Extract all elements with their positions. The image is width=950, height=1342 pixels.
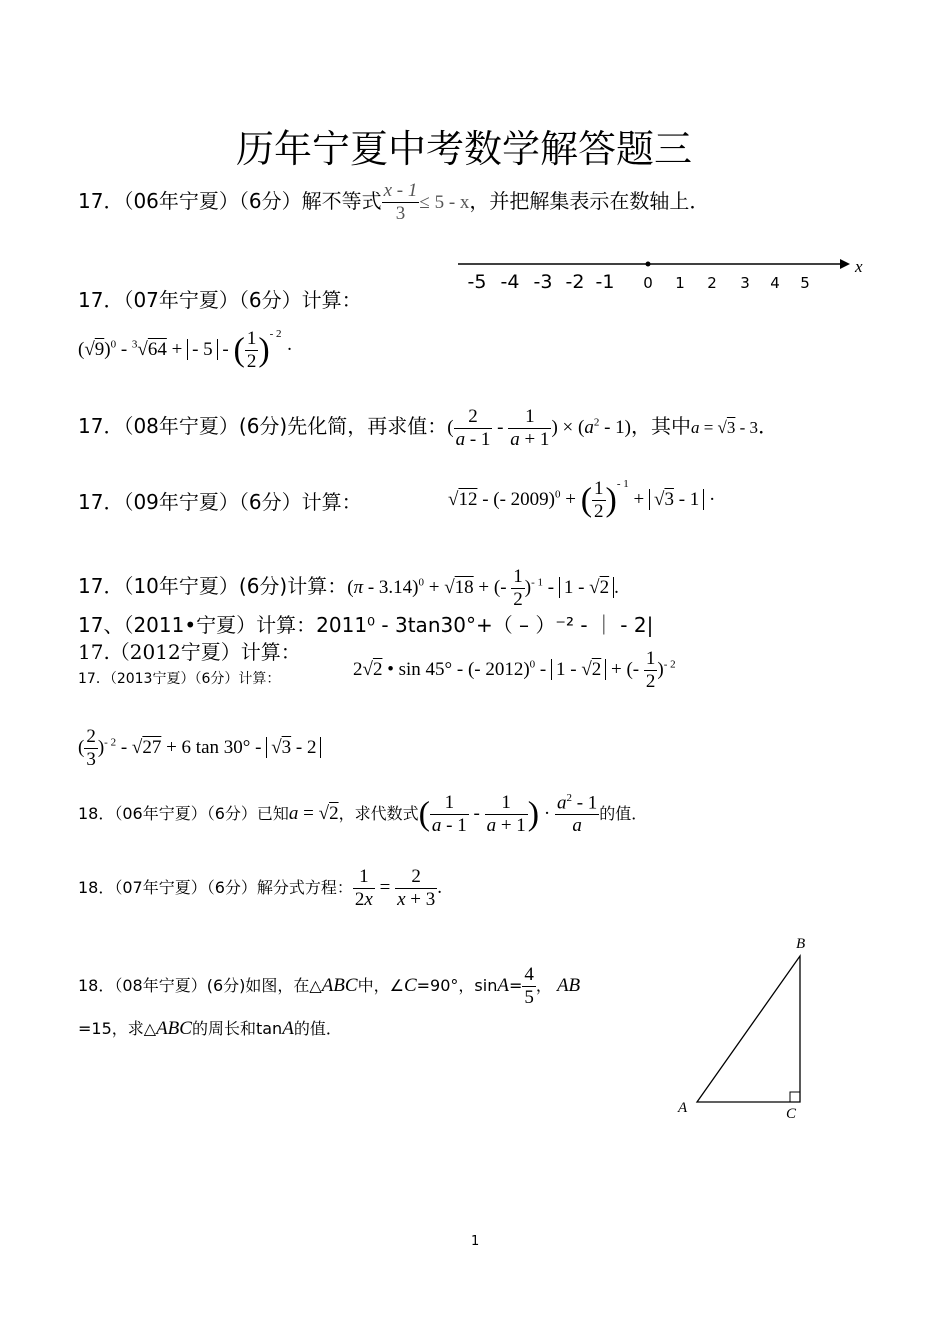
question-18-2007 <box>78 866 442 911</box>
question-suffix: ，并把解集表示在数轴上． <box>469 189 710 213</box>
tick-label: 0 <box>643 274 653 292</box>
tick-label: -3 <box>533 271 553 293</box>
question-text: 18．（07年宁夏）（6分）解分式方程： <box>78 877 353 897</box>
question-mid: =90°，sin <box>416 976 498 995</box>
vertex-label-c: C <box>786 1106 797 1122</box>
tick-label: 5 <box>800 274 810 292</box>
question-17-2010 <box>78 566 619 611</box>
expression-2007: $(√9)^0 - ^3√64$ + - 5 - ( $\frac{1}{2}$ )$^{- 2}$ · <box>78 328 293 373</box>
question-end: ． <box>758 413 779 438</box>
axis-label: x <box>855 257 863 276</box>
angle-a: A <box>497 975 509 996</box>
tick-label: 3 <box>740 274 750 292</box>
question-mid: 中，∠ <box>357 976 404 995</box>
question-text: 18．（08年宁夏）(6分)如图，在△ <box>78 976 322 995</box>
side-ab: AB <box>556 975 581 996</box>
triangle-name: ABC <box>321 975 358 996</box>
question-17-2012: 17.（2012宁夏）计算： <box>78 640 301 664</box>
fraction: $\frac{4}{5}$ <box>524 964 534 1008</box>
question-text: 18．（06年宁夏）（6分）已知 <box>78 804 289 824</box>
question-17-2006 <box>78 180 709 225</box>
question-text: =15，求△ <box>78 1019 157 1038</box>
equation-2007-18: $\frac{1}{2x}$ = $\frac{2}{x + 3}$ . <box>354 866 442 910</box>
angle-a: A <box>282 1018 294 1039</box>
question-end: 的值． <box>599 804 648 824</box>
angle-c: C <box>403 975 417 996</box>
question-17-2011: 17、（2011•宁夏）计算：2011⁰ - 3tan30°+（ – ）⁻² - ｜ - 2| <box>78 613 654 637</box>
page-number: 1 <box>471 1234 480 1249</box>
page-title: 历年宁夏中考数学解答题三 <box>236 127 693 171</box>
question-text: 的周长和tan <box>191 1019 283 1038</box>
question-mid: ，其中 <box>630 413 691 438</box>
tick-label: 1 <box>675 274 685 292</box>
condition: a = √3 - 3 <box>690 417 759 437</box>
question-text: 17．（10年宁夏）(6分)计算： <box>78 573 348 598</box>
question-17-2007: 17．（07年宁夏）（6分）计算： <box>78 288 362 312</box>
vertex-label-b: B <box>796 936 806 952</box>
expression-2012: 2√2 • sin 45° - (- 2012)$^0$ - 1 - √2 + (- $\frac{1}{2}$ )$^{- 2}$ <box>353 648 676 692</box>
question-18-2006 <box>78 792 647 837</box>
expression-2006-18: ( $\frac{1}{a - 1}$ - $\frac{1}{a + 1}$ ) · $\frac{a^2 - 1}{a}$ <box>418 792 598 837</box>
question-end: 的值． <box>293 1019 342 1038</box>
fraction: $\frac{x - 1}{3}$ <box>383 180 418 224</box>
tick-label: -5 <box>467 271 487 293</box>
expression-2008: ( $\frac{2}{a - 1}$ - $\frac{1}{a + 1}$ ) × $(a^2 - 1)$ <box>447 406 631 450</box>
question-text: 17．（08年宁夏）(6分)先化简，再求值： <box>78 413 448 438</box>
question-17-2013: 17．（2013宁夏）（6分）计算： <box>78 671 281 687</box>
question-17-2009: 17．（09年宁夏）（6分）计算： <box>78 490 362 514</box>
tick-label: 4 <box>770 274 780 292</box>
tick-label: -2 <box>565 271 585 293</box>
triangle-name: ABC <box>156 1018 192 1039</box>
equals-sign: = <box>508 976 523 995</box>
triangle-figure <box>672 930 822 1130</box>
question-text: 17．（06年宁夏）（6分）解不等式 <box>78 189 382 213</box>
expression-2013: ( $\frac{2}{3}$ )$^{- 2}$ - √27 + 6 tan 30° - √3 - 2 <box>78 726 321 771</box>
tick-label: -1 <box>595 271 615 293</box>
expression-2010: (π - 3.14)$^0$ + √18 + (- $\frac{1}{2}$ )$^{- 1}$ - 1 - √2 . <box>347 566 619 610</box>
tick-labels <box>468 271 810 293</box>
question-17-2008 <box>78 406 778 451</box>
number-line <box>455 252 875 297</box>
vertex-label-a: A <box>678 1100 688 1116</box>
tick-label: -4 <box>500 271 520 293</box>
question-mid: ，求代数式 <box>338 804 419 824</box>
question-18-2008: 18．（08年宁夏）(6分)如图，在△ABC中，∠C=90°，sinA= $\frac{4}{5}$ ， AB <box>78 964 581 1008</box>
expression-2009: √12 - (- 2009)$^0$ + ( $\frac{1}{2}$ )$^{- 1}$ + √3 - 1 · <box>448 478 716 523</box>
inequality-rhs: ≤ 5 - x <box>419 192 470 213</box>
condition: a = √2 <box>288 803 339 825</box>
question-18-2008-line2 <box>78 1016 342 1040</box>
tick-label: 2 <box>707 274 717 292</box>
